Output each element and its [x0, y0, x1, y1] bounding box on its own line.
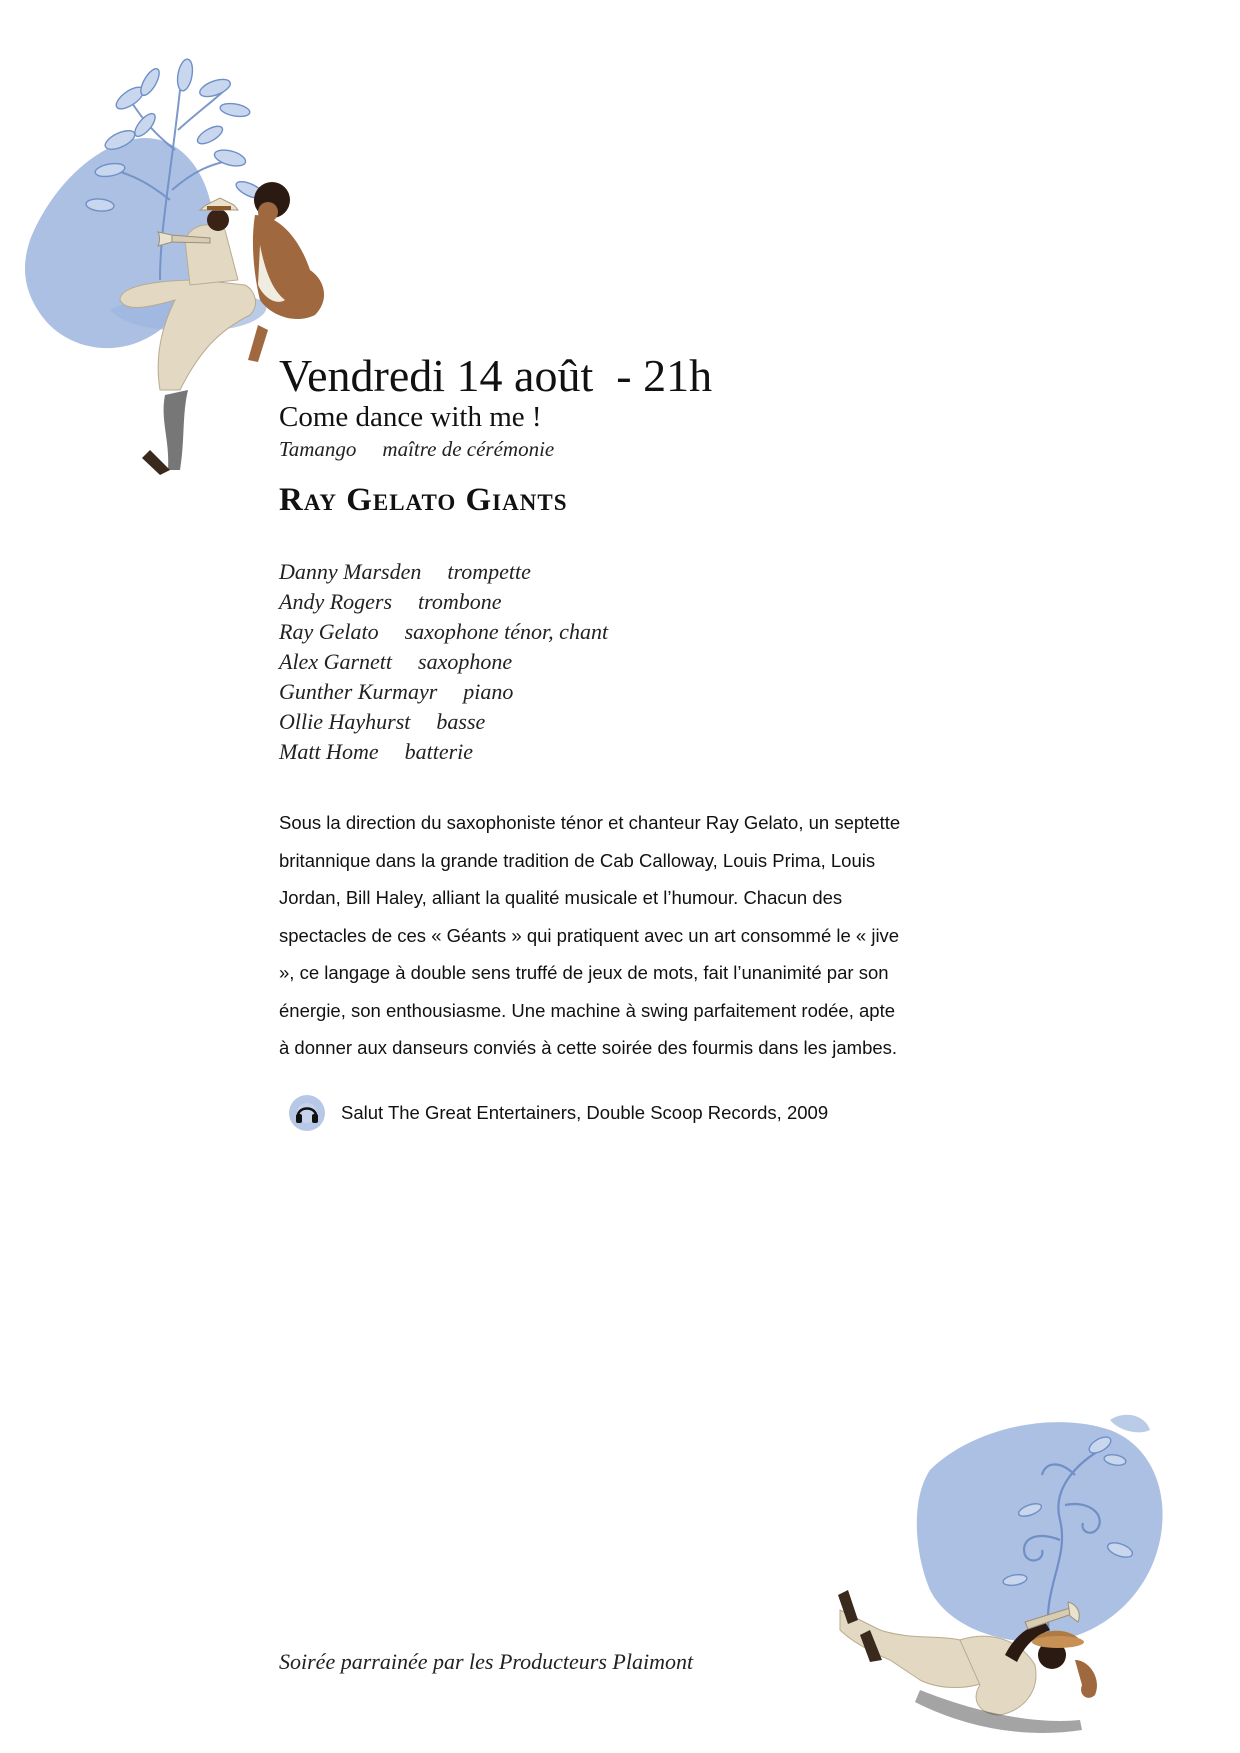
- musician-instrument: saxophone: [418, 649, 513, 674]
- musician-name: Gunther Kurmayr: [279, 679, 438, 704]
- musician-name: Andy Rogers: [279, 589, 393, 614]
- musician-instrument: trompette: [447, 559, 531, 584]
- musician-name: Matt Home: [279, 739, 379, 764]
- list-item: [279, 707, 608, 737]
- discography-text: Salut The Great Entertainers, Double Scoop Records, 2009: [341, 1102, 829, 1123]
- musicians-list: [279, 557, 608, 767]
- musician-name: Danny Marsden: [279, 559, 422, 584]
- discography-entry: [287, 1093, 828, 1133]
- list-item: [279, 587, 608, 617]
- mc-name: Tamango: [279, 437, 357, 461]
- list-item: [279, 737, 608, 767]
- event-title: Vendredi 14 août - 21h: [279, 350, 713, 401]
- list-item: [279, 617, 608, 647]
- list-item: [279, 647, 608, 677]
- musician-instrument: batterie: [404, 739, 474, 764]
- musician-instrument: trombone: [418, 589, 502, 614]
- musician-instrument: basse: [436, 709, 486, 734]
- event-subtitle: Come dance with me !: [279, 401, 542, 433]
- list-item: [279, 677, 608, 707]
- musician-name: Ray Gelato: [279, 619, 379, 644]
- musician-instrument: saxophone ténor, chant: [404, 619, 609, 644]
- musician-name: Alex Garnett: [279, 649, 393, 674]
- event-header: [279, 350, 1079, 462]
- musician-instrument: piano: [463, 679, 514, 704]
- musician-name: Ollie Hayhurst: [279, 709, 411, 734]
- band-description: Sous la direction du saxophoniste ténor et chanteur Ray Gelato, un septette britannique dans la grande tradition de Cab Calloway, Louis Prima, Louis Jordan, Bill Haley, alliant la qualité musicale et l’humour. Chacun des spectacles de ces « Géants » qui pratiquent avec un art consommé le « jive », ce langage à double sens truffé de jeux de mots, fait l’unanimité par son énergie, son enthousiasme. Une machine à swing parfaitement rodée, apte à donner aux danseurs conviés à cette soirée des fourmis dans les jambes.: [279, 812, 901, 1058]
- sponsor-note: Soirée parrainée par les Producteurs Plaimont: [279, 1649, 694, 1674]
- mc-role: maître de cérémonie: [382, 437, 555, 461]
- master-of-ceremony: [279, 436, 1079, 462]
- trumpeter-illustration-bottom: [820, 1390, 1240, 1753]
- headphones-icon: [287, 1093, 327, 1133]
- band-name: Ray Gelato Giants: [279, 482, 568, 518]
- list-item: [279, 557, 608, 587]
